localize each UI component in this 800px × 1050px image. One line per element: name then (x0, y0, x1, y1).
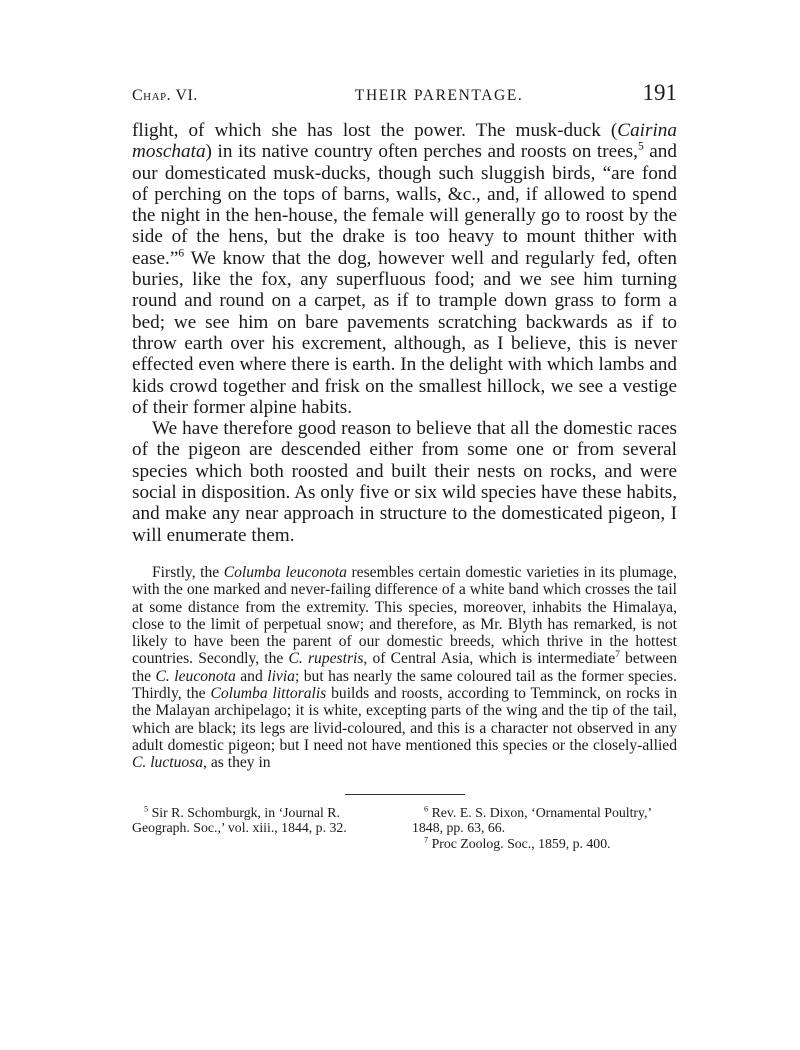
species-name: Columba littoralis (210, 685, 327, 703)
footnote-ref-7[interactable]: 7 (615, 650, 620, 661)
main-text (132, 120, 677, 546)
footnote-ref-5[interactable]: 5 (637, 140, 644, 153)
species-name: livia (267, 667, 295, 685)
text-run: ; but has nearly the same coloured tail as the former species. Thirdly, the (132, 667, 678, 703)
page-title: THEIR PARENTAGE. (354, 87, 524, 104)
footnote-mark: 5 (144, 803, 149, 813)
footnote-text: Proc Zoolog. Soc., 1859, p. 400. (428, 835, 611, 851)
small-print-text (132, 564, 677, 772)
species-name: C. luctuosa (132, 754, 204, 772)
text-run: and our domesticated musk-ducks, though such sluggish birds, “are fond of perching on the tops of barns, walls, &c., and, if allowed to spend the night in the hen-house, the female will generally go to roost by the side of the hens, but the drake is too heavy to mount thither with ease.” (132, 141, 677, 269)
text-run: flight, of which she has lost the power. The musk-duck ( (132, 120, 618, 141)
footnote-mark: 6 (424, 803, 429, 813)
species-name: C. rupestris (288, 650, 364, 668)
species-name: Cairina moschata (132, 120, 677, 163)
text-run: ) in its native country often perches and roosts on trees, (205, 141, 638, 163)
book-page (132, 80, 677, 851)
text-run: Firstly, the (152, 563, 224, 581)
footnote-6 (412, 805, 677, 836)
footnote-text: Sir R. Schomburgk, in ‘Journal R. Geograph. Soc.,’ vol. xiii., 1844, p. 32. (132, 804, 347, 836)
footnotes (132, 805, 677, 852)
text-run: We know that the dog, however well and regularly fed, often buries, like the fox, any superfluous food; and we see him turning round and round on a carpet, as if to trample down grass to form a bed; we see him on bare pavements scratching backwards as if to throw earth over his excrement, although, as I believe, this is never effected even where there is earth. In the delight with which lambs and kids crowd together and frisk on the smallest hillock, we see a vestige of their former alpine habits. (132, 247, 677, 418)
paragraph-3 (132, 564, 677, 772)
species-name: Columba leuconota (223, 563, 347, 581)
footnote-column-right (412, 805, 677, 852)
running-head (132, 80, 677, 114)
species-name: C. leuconota (155, 667, 236, 685)
footnote-5 (132, 805, 390, 836)
text-run: between the (132, 650, 677, 685)
page-number: 191 (642, 80, 677, 105)
footnote-divider (345, 794, 465, 795)
paragraph-2: We have therefore good reason to believe that all the domestic races of the pigeon are descended either from some one or from several species which both roosted and built their nests on rocks, and were social in disposition. As only five or six wild species have these habits, and make any near approach in structure to the domesticated pigeon, I will enumerate them. (132, 418, 677, 546)
text-run: and (235, 667, 268, 685)
text-run: resembles certain domestic varieties in its plumage, with the one marked and never-failing difference of a white band which crosses the tail at some distance from the extremity. This species, moreover, inhabits the Himalaya, close to the limit of perpetual snow; and therefore, as Mr. Blyth has remarked, is not likely to have been the parent of our domestic breeds, which thrive in the hottest countries. Secondly, the (132, 563, 678, 668)
chapter-label: Chap. VI. (132, 87, 198, 104)
footnote-column-left (132, 805, 390, 852)
footnote-text: Rev. E. S. Dixon, ‘Ornamental Poultry,’ 1848, pp. 63, 66. (412, 804, 652, 836)
paragraph-1 (132, 120, 677, 418)
text-run: builds and roosts, according to Temminck, on rocks in the Malayan archipelago; it is white, excepting parts of the wing and the tip of the tail, which are black; its legs are livid-coloured, and this is a character not observed in any adult domestic pigeon; but I need not have mentioned this species or the closely-allied (132, 685, 677, 754)
footnote-ref-6[interactable]: 6 (178, 247, 185, 260)
footnote-7 (412, 836, 677, 852)
footnote-mark: 7 (424, 835, 429, 845)
text-run: , as they in (203, 754, 271, 772)
text-run: , of Central Asia, which is intermediate (363, 650, 616, 668)
